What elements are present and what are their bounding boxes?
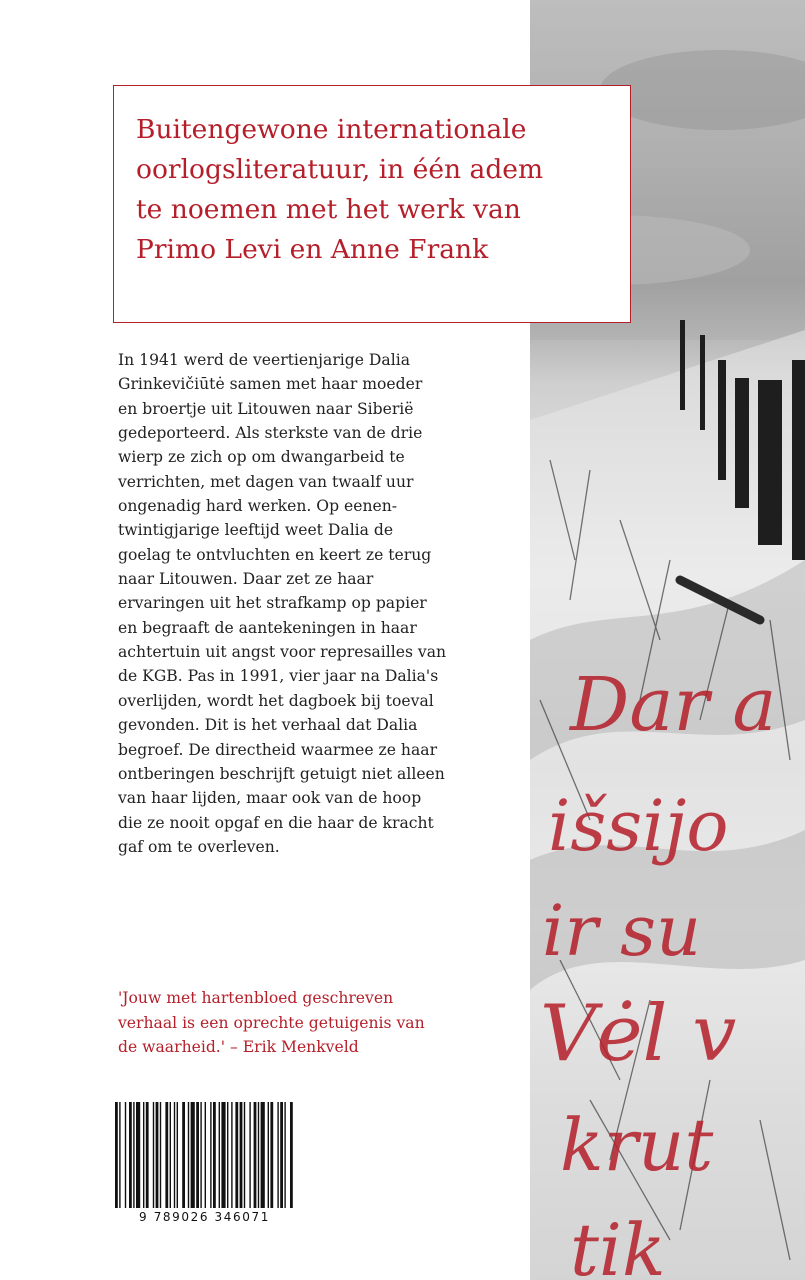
barcode-bar xyxy=(227,1102,228,1208)
quote-box xyxy=(113,85,631,323)
barcode-bar xyxy=(261,1102,265,1208)
description-line: In 1941 werd de veertienjarige Dalia xyxy=(118,351,410,369)
barcode-bar xyxy=(219,1102,220,1208)
description-line: gedeporteerd. Als sterkste van de drie xyxy=(118,424,423,443)
description-line: begroef. De directheid waarmee ze haar xyxy=(118,740,438,759)
testimonial-quote xyxy=(118,986,538,1060)
description-line: de KGB. Pas in 1991, vier jaar na Dalia's xyxy=(118,667,439,686)
barcode-bar xyxy=(205,1102,206,1208)
barcode-bar xyxy=(170,1102,171,1208)
barcode-bar xyxy=(196,1102,199,1208)
barcode-bar xyxy=(284,1102,285,1208)
barcode-bar xyxy=(136,1102,140,1208)
barcode-bar xyxy=(254,1102,257,1208)
description-line: en begraaft de aantekeningen in haar xyxy=(118,618,417,637)
description-line: van haar lijden, maar ook van de hoop xyxy=(118,789,422,808)
testimonial-line: de waarheid.' – Erik Menkveld xyxy=(118,1038,359,1056)
quote-line: Buitengewone internationale xyxy=(136,114,527,145)
description-line: ontberingen beschrijft getuigt niet alleen xyxy=(118,764,445,783)
description-line: Grinkevičiūtė samen met haar moeder xyxy=(118,375,423,394)
barcode-bar xyxy=(290,1102,293,1208)
description-line: die ze nooit opgaf en die haar de kracht xyxy=(118,813,434,832)
barcode-bar xyxy=(133,1102,134,1208)
barcode-bar xyxy=(115,1102,118,1208)
description-line: en broertje uit Litouwen naar Siberië xyxy=(118,399,414,418)
description-line: achtertuin uit angst voor represailles van xyxy=(118,643,447,662)
barcode-bar xyxy=(268,1102,269,1208)
barcode-bar xyxy=(174,1102,175,1208)
testimonial-line: verhaal is een oprechte getuigenis van xyxy=(118,1013,425,1032)
barcode-bar xyxy=(277,1102,278,1208)
quote-line: te noemen met het werk van xyxy=(136,194,521,225)
testimonial-line: 'Jouw met hartenbloed geschreven xyxy=(118,989,394,1007)
barcode-bar xyxy=(231,1102,232,1208)
barcode-bar xyxy=(165,1102,168,1208)
description-line: twintigjarige leeftijd weet Dalia de xyxy=(118,521,394,540)
barcode-bar xyxy=(240,1102,243,1208)
handwriting-line: krut xyxy=(560,1103,714,1187)
barcode-bar xyxy=(119,1102,120,1208)
barcode-bar xyxy=(125,1102,126,1208)
quote-line: Primo Levi en Anne Frank xyxy=(136,234,489,265)
description-line: goelag te ontvluchten en keert ze terug xyxy=(118,545,432,564)
handwriting-line: Vėl v xyxy=(540,989,737,1079)
barcode-bar xyxy=(156,1102,159,1208)
barcode-bar xyxy=(270,1102,273,1208)
handwriting-line: išsijo xyxy=(548,785,729,867)
barcode-bar xyxy=(129,1102,132,1208)
isbn-number: 9 789026 346071 xyxy=(139,1210,270,1224)
description-line: verrichten, met dagen van twaalf uur xyxy=(118,472,414,491)
handwriting-line: tik xyxy=(570,1208,666,1280)
barcode-bar xyxy=(213,1102,216,1208)
barcode-bar xyxy=(210,1102,211,1208)
barcode-bar xyxy=(235,1102,238,1208)
barcode-bar xyxy=(258,1102,259,1208)
barcode-bar xyxy=(143,1102,144,1208)
description-text xyxy=(118,348,538,859)
barcode-bar xyxy=(188,1102,189,1208)
isbn-barcode xyxy=(113,1102,296,1208)
barcode-bar xyxy=(177,1102,178,1208)
barcode-bar xyxy=(153,1102,154,1208)
description-line: naar Litouwen. Daar zet ze haar xyxy=(118,570,374,589)
barcode-bar xyxy=(160,1102,161,1208)
description-line: gevonden. Dit is het verhaal dat Dalia xyxy=(118,716,418,735)
description-line: gaf om te overleven. xyxy=(118,837,280,856)
description-line: ongenadig hard werken. Op eenen- xyxy=(118,497,398,516)
barcode-bar xyxy=(280,1102,283,1208)
handwriting-line: Dar a xyxy=(570,662,777,748)
barcode-bar xyxy=(249,1102,250,1208)
barcode-bar xyxy=(221,1102,225,1208)
description-line: ervaringen uit het strafkamp op papier xyxy=(118,594,427,613)
barcode-bar xyxy=(146,1102,149,1208)
description-line: overlijden, wordt het dagboek bij toeval xyxy=(118,691,434,710)
handwriting-line: ir su xyxy=(542,890,702,972)
quote-line: oorlogsliteratuur, in één adem xyxy=(136,154,544,185)
barcode-bar xyxy=(191,1102,195,1208)
barcode-bar xyxy=(182,1102,185,1208)
barcode-bar xyxy=(244,1102,245,1208)
description-line: wierp ze zich op om dwangarbeid te xyxy=(118,448,405,467)
barcode-bar xyxy=(200,1102,201,1208)
